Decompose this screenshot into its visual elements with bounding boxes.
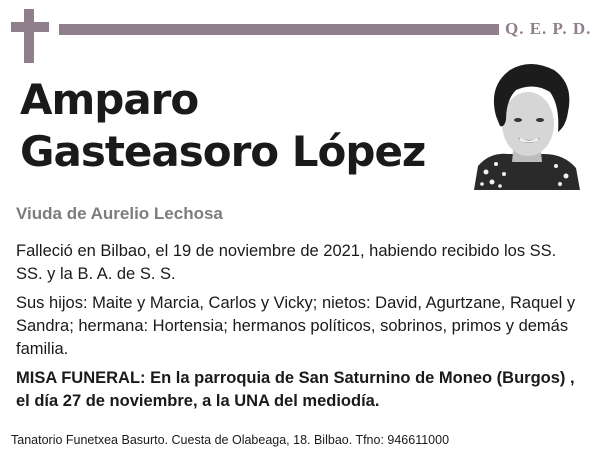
obituary-body [16,240,586,419]
death-notice: Falleció en Bilbao, el 19 de noviembre de 2021, habiendo recibido los SS. SS. y la B. A. de S. S. [16,242,557,283]
funeral-mass-notice: MISA FUNERAL: En la parroquia de San Saturnino de Moneo (Burgos) , el día 27 de noviembre, a la UNA del mediodía. [16,369,575,410]
cross-icon [24,9,34,63]
header-divider-bar [59,24,499,35]
family-list: Sus hijos: Maite y Marcia, Carlos y Vicky; nietos: David, Agurtzane, Raquel y Sandra; hermana: Hortensia; hermanos políticos, sobrinos, primos y demás familia. [16,294,576,358]
name-line-1: Amparo [20,75,199,124]
deceased-name [20,74,425,178]
cross-icon-crossbar [11,22,49,32]
funeral-home-info: Tanatorio Funetxea Basurto. Cuesta de Olabeaga, 18. Bilbao. Tfno: 946611000 [11,433,450,447]
name-line-2: Gasteasoro López [20,127,426,176]
qepd-label: Q. E. P. D. [505,19,592,38]
deceased-photo [470,56,582,190]
widow-of-label: Viuda de Aurelio Lechosa [16,204,223,223]
